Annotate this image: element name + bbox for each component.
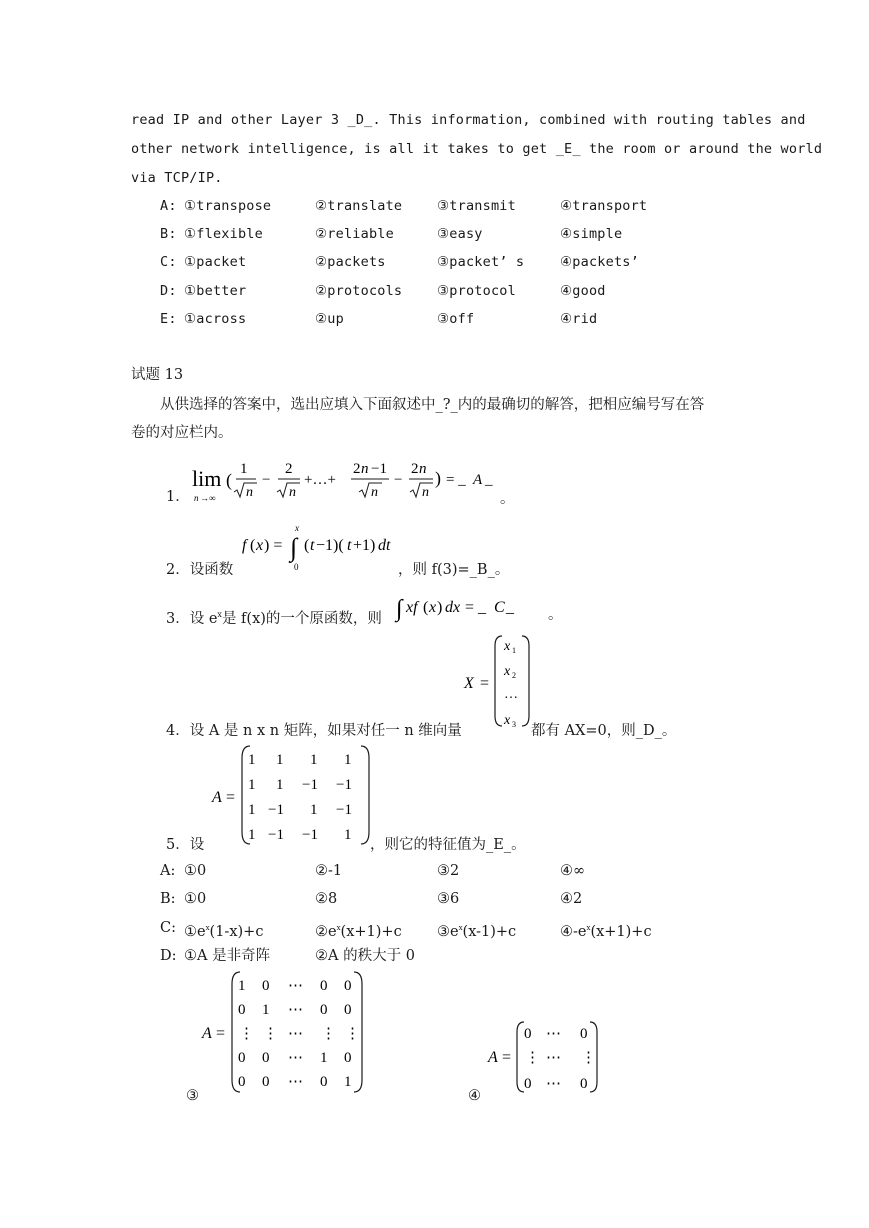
svg-text:x: x [504, 713, 511, 728]
instruction-line-2: 卷的对应栏内。 [131, 425, 233, 441]
svg-text:⋮: ⋮ [525, 1050, 540, 1066]
option-choice: ①better [184, 283, 247, 299]
svg-text:1: 1 [248, 827, 256, 843]
svg-text:dt: dt [378, 537, 391, 554]
svg-text:+…+: +…+ [304, 472, 336, 488]
svg-text:0: 0 [320, 1002, 328, 1018]
svg-text:lim: lim [192, 466, 222, 491]
svg-text:n: n [361, 461, 369, 477]
svg-text:1: 1 [248, 802, 256, 818]
svg-text:A: A [488, 1049, 498, 1066]
svg-text:): ) [435, 468, 441, 488]
svg-text:0: 0 [238, 1050, 246, 1066]
option-choice: ②protocols [315, 283, 403, 299]
svg-text:(: ( [250, 537, 256, 554]
option-choice: ①transpose [184, 198, 272, 214]
svg-text:→∞: →∞ [200, 493, 216, 503]
svg-text:1: 1 [512, 646, 516, 655]
svg-text:x: x [256, 537, 264, 554]
svg-text:3: 3 [512, 720, 516, 729]
svg-text:1: 1 [248, 752, 256, 768]
option-choice: ③easy [437, 226, 483, 242]
svg-text:A: A [202, 1025, 212, 1042]
choice-prefix: ②e [315, 923, 337, 940]
passage-line-3: via TCP/IP. [131, 170, 223, 186]
svg-text:=: = [502, 1049, 512, 1066]
choice-body: (x+1)+c [340, 923, 402, 940]
option-key: C: [160, 920, 176, 936]
svg-text:C: C [494, 599, 505, 616]
item-3-prefix: 3．设 e [166, 610, 218, 627]
svg-text:0: 0 [344, 1002, 352, 1018]
choice-prefix: ③e [437, 923, 459, 940]
option-choice: ②reliable [315, 226, 394, 242]
option-choice: ③transmit [437, 198, 516, 214]
option-key: D: [160, 283, 177, 299]
integral-xfx [396, 588, 546, 624]
item-5-number: 5．设 [166, 837, 205, 853]
zero-matrix [486, 1018, 606, 1098]
integral-function [240, 520, 420, 572]
option-choice: ①0 [184, 863, 207, 879]
matrix-a-4x4 [210, 742, 380, 852]
choice-prefix: ①e [184, 923, 206, 940]
option-choice: ①0 [184, 891, 207, 907]
passage-line-1: read IP and other Layer 3 _D_. This information, combined with routing tables and [131, 112, 806, 128]
svg-text:=: = [226, 789, 236, 806]
svg-text:x: x [504, 664, 511, 679]
svg-text:2: 2 [285, 461, 293, 477]
svg-text:x: x [429, 599, 437, 616]
item-5-tail: ，则它的特征值为_E_。 [370, 837, 526, 853]
item-3-sup: x [217, 610, 222, 619]
svg-text:1: 1 [320, 1050, 328, 1066]
choice-prefix: ④-e [560, 923, 587, 940]
option-choice: ①A 是非奇阵 [184, 948, 271, 964]
svg-text:0: 0 [320, 978, 328, 994]
svg-text:0: 0 [262, 1050, 270, 1066]
svg-text:⋯: ⋯ [288, 1050, 303, 1066]
svg-text:0: 0 [580, 1026, 588, 1042]
option-key: D: [160, 948, 177, 964]
option-choice: ①flexible [184, 226, 263, 242]
svg-text:dx: dx [445, 599, 461, 616]
option-key: C: [160, 254, 177, 270]
option-choice: ①across [184, 311, 247, 327]
limit-formula [190, 452, 510, 508]
option-choice: ①packet [184, 254, 247, 270]
item-3-tail: 是 f(x)的一个原函数，则 [221, 610, 382, 627]
svg-text:n: n [371, 485, 378, 500]
option-key: A: [160, 863, 176, 879]
passage-line-2: other network intelligence, is all it takes to get _E_ the room or around the world [131, 141, 823, 157]
svg-text:=: = [480, 675, 490, 692]
svg-text:−: − [262, 472, 271, 488]
svg-text:f: f [242, 537, 247, 554]
svg-text:n: n [422, 485, 429, 500]
item-4-tail: 都有 AX=0，则_D_。 [531, 723, 677, 739]
item-2-tail: ，则 f(3)=_B_。 [398, 562, 510, 578]
svg-text:1: 1 [262, 1002, 270, 1018]
option-key: E: [160, 311, 177, 327]
svg-text:= _: = _ [446, 472, 466, 488]
svg-text:−1)(: −1)( [316, 537, 344, 554]
option-choice: ③2 [437, 863, 460, 879]
svg-text:1: 1 [344, 752, 352, 768]
svg-text:⋯: ⋯ [288, 1074, 303, 1090]
option-choice: ④∞ [560, 863, 586, 879]
svg-text:(: ( [304, 537, 310, 554]
svg-text:0: 0 [238, 1074, 246, 1090]
svg-text:x: x [504, 639, 511, 654]
svg-text:⋮: ⋮ [239, 1026, 254, 1042]
svg-text:1: 1 [344, 1074, 352, 1090]
option-key: A: [160, 198, 177, 214]
svg-text:=: = [216, 1025, 226, 1042]
option-choice: ④2 [560, 891, 583, 907]
svg-text:1: 1 [344, 827, 352, 843]
svg-text:⋯: ⋯ [288, 978, 303, 994]
svg-text:0: 0 [344, 1050, 352, 1066]
option-d4-label: ④ [468, 1088, 481, 1104]
svg-text:0: 0 [344, 978, 352, 994]
svg-text:∫: ∫ [290, 533, 298, 562]
svg-text:0: 0 [320, 1074, 328, 1090]
svg-text:−: − [394, 472, 403, 488]
item-4-number: 4．设 A 是 n x n 矩阵，如果对任一 n 维向量 [166, 723, 462, 739]
identity-matrix [200, 968, 370, 1100]
svg-text:n: n [246, 485, 253, 500]
svg-text:−1: −1 [336, 777, 352, 793]
svg-text:⋯: ⋯ [546, 1050, 561, 1066]
vector-x [462, 632, 542, 732]
choice-sup: x [336, 924, 341, 932]
svg-text:0: 0 [262, 1074, 270, 1090]
option-choice: ②8 [315, 891, 338, 907]
svg-text:_: _ [485, 472, 493, 488]
svg-text:−1: −1 [268, 827, 284, 843]
svg-text:0: 0 [294, 562, 299, 572]
option-d3-label: ③ [186, 1088, 199, 1104]
svg-text:+1): +1) [353, 537, 376, 554]
svg-text:1: 1 [310, 752, 318, 768]
option-key: B: [160, 226, 177, 242]
instruction-line-1: 从供选择的答案中，选出应填入下面叙述中_?_内的最确切的解答，把相应编号写在答 [160, 397, 705, 413]
choice-sup: x [205, 924, 210, 932]
svg-text:t: t [310, 537, 315, 554]
option-choice: ②A 的秩大于 0 [315, 948, 415, 964]
item-1-end: 。 [500, 491, 515, 507]
option-choice: ④good [560, 283, 606, 299]
svg-text:0: 0 [238, 1002, 246, 1018]
option-choice: ④transport [560, 198, 648, 214]
svg-text:−1: −1 [371, 461, 387, 477]
svg-text:n: n [194, 493, 199, 503]
svg-text:⋯: ⋯ [288, 1002, 303, 1018]
svg-text:X: X [464, 675, 474, 692]
choice-body: (1-x)+c [209, 923, 264, 940]
svg-text:∫: ∫ [396, 596, 403, 622]
choice-sup: x [458, 924, 463, 932]
svg-text:_: _ [506, 599, 514, 616]
option-choice [560, 919, 652, 941]
svg-text:1: 1 [276, 752, 284, 768]
option-choice: ③6 [437, 891, 460, 907]
svg-text:−1: −1 [302, 777, 318, 793]
option-choice: ③off [437, 311, 475, 327]
svg-text:n: n [289, 485, 296, 500]
option-choice: ③protocol [437, 283, 516, 299]
svg-text:⋯: ⋯ [546, 1026, 561, 1042]
item-3-number [166, 606, 382, 628]
svg-text:A: A [473, 472, 483, 488]
option-choice [184, 919, 263, 941]
svg-text:(: ( [226, 470, 232, 490]
svg-text:0: 0 [262, 978, 270, 994]
svg-text:−1: −1 [268, 802, 284, 818]
svg-text:): ) [437, 599, 443, 616]
svg-text:A: A [212, 789, 222, 806]
svg-text:t: t [347, 537, 352, 554]
option-choice [437, 919, 516, 941]
option-choice [315, 919, 402, 941]
item-2-number: 2．设函数 [166, 562, 234, 578]
svg-text:0: 0 [524, 1076, 532, 1092]
svg-text:1: 1 [248, 777, 256, 793]
choice-body: (x-1)+c [462, 923, 517, 940]
option-choice: ④rid [560, 311, 598, 327]
svg-text:−1: −1 [336, 802, 352, 818]
option-choice: ②up [315, 311, 344, 327]
svg-text:2: 2 [512, 671, 516, 680]
svg-text:) =: ) = [264, 537, 283, 554]
option-choice: ③packet’ s [437, 254, 525, 270]
svg-text:= _: = _ [465, 599, 487, 616]
svg-text:0: 0 [580, 1076, 588, 1092]
svg-text:−1: −1 [302, 827, 318, 843]
svg-text:1: 1 [238, 978, 246, 994]
svg-text:2: 2 [353, 461, 361, 477]
svg-text:0: 0 [524, 1026, 532, 1042]
svg-text:(: ( [423, 599, 429, 616]
choice-sup: x [586, 924, 591, 932]
svg-text:⋮: ⋮ [321, 1026, 336, 1042]
svg-text:xf: xf [406, 599, 418, 616]
svg-text:1: 1 [240, 461, 248, 477]
svg-text:⋯: ⋯ [546, 1076, 561, 1092]
svg-text:⋮: ⋮ [345, 1026, 360, 1042]
item-1-number: 1． [166, 489, 190, 505]
svg-text:⋮: ⋮ [581, 1050, 596, 1066]
option-choice: ②packets [315, 254, 386, 270]
choice-body: (x+1)+c [590, 923, 652, 940]
svg-text:n: n [419, 461, 427, 477]
svg-text:1: 1 [276, 777, 284, 793]
svg-text:1: 1 [310, 802, 318, 818]
option-key: B: [160, 891, 176, 907]
question-title: 试题 13 [131, 367, 184, 383]
svg-text:x: x [295, 523, 299, 533]
svg-text:…: … [504, 687, 518, 702]
option-choice: ④simple [560, 226, 623, 242]
option-choice: ②-1 [315, 863, 343, 879]
svg-text:⋮: ⋮ [263, 1026, 278, 1042]
svg-text:⋯: ⋯ [288, 1026, 303, 1042]
item-3-end: 。 [548, 607, 563, 623]
option-choice: ④packets’ [560, 254, 639, 270]
option-choice: ②translate [315, 198, 403, 214]
svg-text:2: 2 [411, 461, 419, 477]
